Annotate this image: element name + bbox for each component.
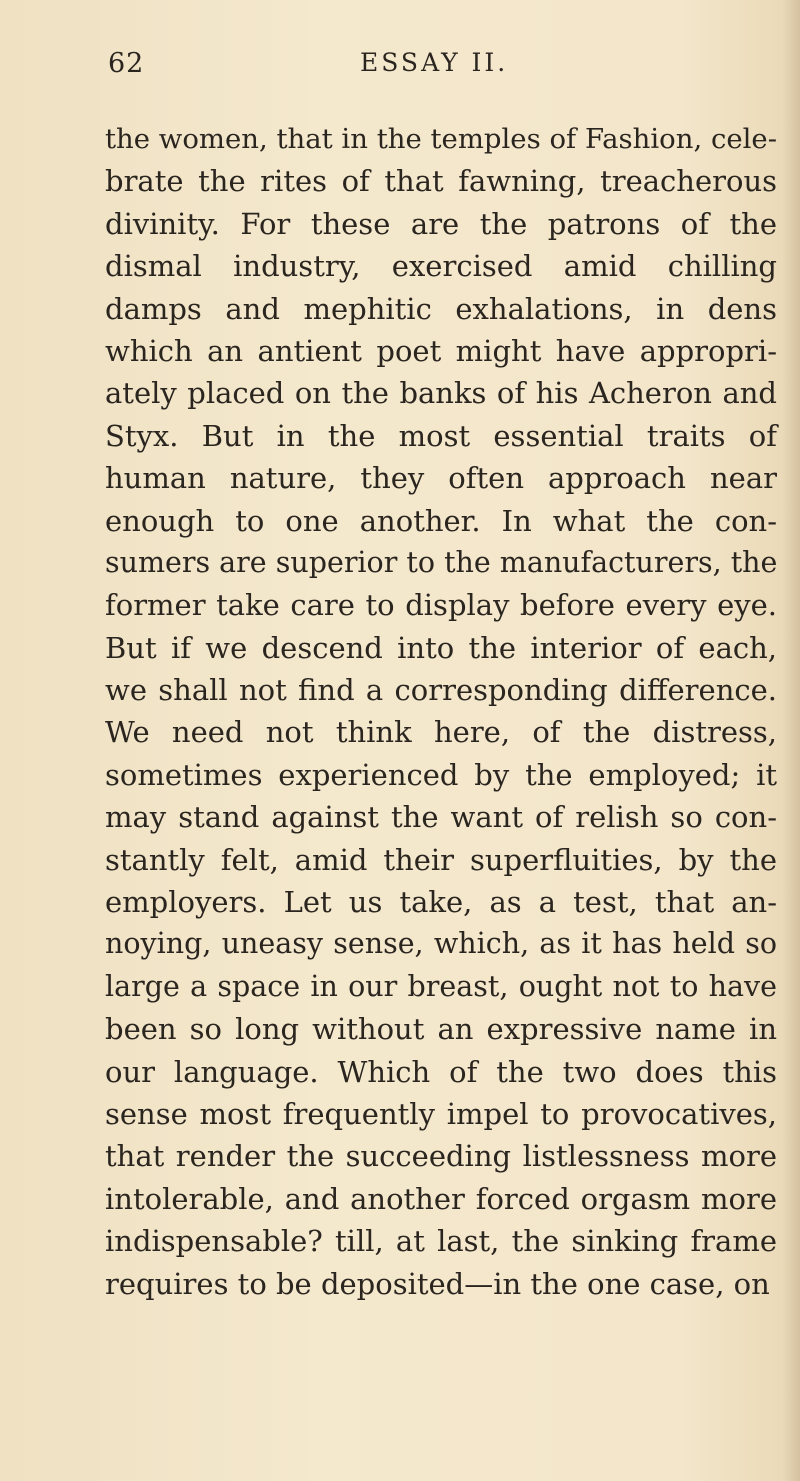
text-line: requires to be deposited—in the one case, on bbox=[105, 1266, 770, 1301]
text-line: intolerable, and another forced orgasm more bbox=[105, 1181, 777, 1216]
text-line: employers. Let us take, as a test, that an- bbox=[105, 885, 777, 920]
running-head bbox=[0, 48, 800, 88]
text-line: our language. Which of the two does this bbox=[105, 1054, 777, 1089]
page-edge-shadow bbox=[782, 0, 800, 1481]
text-line: enough to one another. In what the con- bbox=[105, 503, 777, 538]
text-line: damps and mephitic exhalations, in dens bbox=[105, 291, 777, 326]
text-line: ately placed on the banks of his Acheron and bbox=[105, 376, 777, 411]
text-line: large a space in our breast, ought not to have bbox=[105, 969, 777, 1003]
page-number: 62 bbox=[108, 48, 145, 79]
text-line: been so long without an expressive name in bbox=[105, 1012, 777, 1047]
text-line: dismal industry, exercised amid chilling bbox=[105, 249, 777, 284]
body-text bbox=[105, 118, 777, 1305]
text-line: We need not think here, of the distress, bbox=[105, 715, 777, 750]
text-line: that render the succeeding listlessness more bbox=[105, 1139, 777, 1174]
text-line: indispensable? till, at last, the sinking frame bbox=[105, 1224, 777, 1259]
text-line: sumers are superior to the manufacturers, the bbox=[105, 545, 778, 579]
text-line: stantly felt, amid their superfluities, by the bbox=[105, 842, 777, 877]
text-line: former take care to display before every eye. bbox=[105, 588, 777, 623]
text-line: Styx. But in the most essential traits of bbox=[105, 418, 777, 453]
text-line: brate the rites of that fawning, treacherous bbox=[105, 164, 777, 199]
text-line: noying, uneasy sense, which, as it has held so bbox=[105, 927, 777, 961]
text-line: may stand against the want of relish so con- bbox=[105, 800, 777, 835]
text-line: But if we descend into the interior of each, bbox=[105, 630, 777, 665]
text-line: human nature, they often approach near bbox=[105, 461, 777, 496]
running-title: ESSAY II. bbox=[360, 48, 509, 77]
text-line: we shall not find a corresponding difference. bbox=[105, 673, 777, 708]
text-line: sometimes experienced by the employed; it bbox=[105, 757, 777, 792]
text-line: divinity. For these are the patrons of the bbox=[105, 206, 777, 241]
text-line: which an antient poet might have appropri- bbox=[105, 333, 777, 368]
text-line: the women, that in the temples of Fashion, cele- bbox=[105, 123, 777, 155]
text-line: sense most frequently impel to provocatives, bbox=[105, 1096, 777, 1131]
